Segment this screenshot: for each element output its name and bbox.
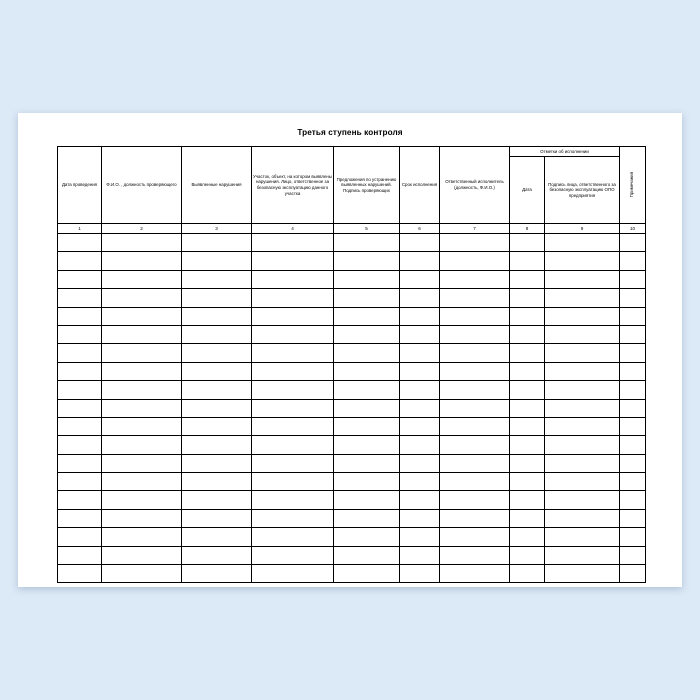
header-inspector-name: Ф.И.О. , должность проверяющего bbox=[102, 147, 182, 224]
table-cell[interactable] bbox=[440, 234, 510, 252]
table-cell[interactable] bbox=[58, 344, 102, 362]
table-cell[interactable] bbox=[400, 325, 440, 343]
table-cell[interactable] bbox=[510, 509, 545, 527]
table-cell[interactable] bbox=[252, 399, 334, 417]
table-cell[interactable] bbox=[510, 234, 545, 252]
table-cell[interactable] bbox=[545, 528, 620, 546]
table-cell[interactable] bbox=[58, 528, 102, 546]
table-cell[interactable] bbox=[510, 546, 545, 564]
table-cell[interactable] bbox=[252, 454, 334, 472]
table-cell[interactable] bbox=[440, 307, 510, 325]
table-cell[interactable] bbox=[545, 491, 620, 509]
table-cell[interactable] bbox=[58, 270, 102, 288]
header-notes bbox=[620, 147, 646, 224]
table-cell[interactable] bbox=[58, 289, 102, 307]
table-cell[interactable] bbox=[58, 546, 102, 564]
table-row bbox=[58, 565, 646, 583]
table-cell[interactable] bbox=[440, 289, 510, 307]
table-cell[interactable] bbox=[510, 362, 545, 380]
table-cell[interactable] bbox=[400, 546, 440, 564]
table-cell[interactable] bbox=[545, 399, 620, 417]
table-row bbox=[58, 325, 646, 343]
table-cell[interactable] bbox=[620, 289, 646, 307]
table-cell[interactable] bbox=[400, 399, 440, 417]
table-cell[interactable] bbox=[102, 509, 182, 527]
table-cell[interactable] bbox=[58, 565, 102, 583]
table-cell[interactable] bbox=[620, 344, 646, 362]
table-cell[interactable] bbox=[400, 344, 440, 362]
table-body bbox=[58, 234, 646, 583]
table-cell[interactable] bbox=[182, 491, 252, 509]
table-column-numbers-row bbox=[58, 224, 646, 234]
table-row bbox=[58, 491, 646, 509]
table-cell[interactable] bbox=[334, 362, 400, 380]
table-cell[interactable] bbox=[182, 325, 252, 343]
table-cell[interactable] bbox=[58, 252, 102, 270]
table-cell[interactable] bbox=[252, 491, 334, 509]
table-cell[interactable] bbox=[102, 307, 182, 325]
table-cell[interactable] bbox=[182, 473, 252, 491]
table-cell[interactable] bbox=[545, 289, 620, 307]
table-cell[interactable] bbox=[510, 307, 545, 325]
table-cell[interactable] bbox=[182, 509, 252, 527]
table-cell[interactable] bbox=[400, 270, 440, 288]
table-cell[interactable] bbox=[252, 234, 334, 252]
table-cell[interactable] bbox=[620, 381, 646, 399]
table-cell[interactable] bbox=[620, 546, 646, 564]
table-cell[interactable] bbox=[102, 234, 182, 252]
table-cell[interactable] bbox=[440, 325, 510, 343]
table-cell[interactable] bbox=[400, 417, 440, 435]
table-cell[interactable] bbox=[334, 417, 400, 435]
table-cell[interactable] bbox=[182, 436, 252, 454]
table-row bbox=[58, 417, 646, 435]
table-cell[interactable] bbox=[252, 325, 334, 343]
table-cell[interactable] bbox=[620, 362, 646, 380]
table-cell[interactable] bbox=[545, 270, 620, 288]
table-cell[interactable] bbox=[334, 344, 400, 362]
table-row bbox=[58, 270, 646, 288]
table-cell[interactable] bbox=[620, 509, 646, 527]
table-cell[interactable] bbox=[440, 362, 510, 380]
table-cell[interactable] bbox=[252, 307, 334, 325]
table-cell[interactable] bbox=[545, 252, 620, 270]
table-cell[interactable] bbox=[102, 491, 182, 509]
table-cell[interactable] bbox=[102, 565, 182, 583]
table-cell[interactable] bbox=[58, 362, 102, 380]
table-cell[interactable] bbox=[102, 381, 182, 399]
table-cell[interactable] bbox=[510, 270, 545, 288]
table-cell[interactable] bbox=[620, 473, 646, 491]
table-cell[interactable] bbox=[182, 454, 252, 472]
table-cell[interactable] bbox=[400, 289, 440, 307]
table-cell[interactable] bbox=[102, 362, 182, 380]
table-cell[interactable] bbox=[440, 491, 510, 509]
table-cell[interactable] bbox=[58, 381, 102, 399]
table-cell[interactable] bbox=[252, 436, 334, 454]
table-cell[interactable] bbox=[182, 307, 252, 325]
table-cell[interactable] bbox=[334, 509, 400, 527]
table-cell[interactable] bbox=[510, 565, 545, 583]
table-cell[interactable] bbox=[334, 546, 400, 564]
table-cell[interactable] bbox=[400, 454, 440, 472]
table-cell[interactable] bbox=[545, 234, 620, 252]
table-cell[interactable] bbox=[510, 491, 545, 509]
table-cell[interactable] bbox=[510, 417, 545, 435]
table-header bbox=[58, 147, 646, 234]
table-cell[interactable] bbox=[510, 289, 545, 307]
table-row bbox=[58, 381, 646, 399]
col-number-9: 9 bbox=[545, 224, 620, 234]
table-cell[interactable] bbox=[440, 436, 510, 454]
table-cell[interactable] bbox=[620, 565, 646, 583]
col-number-10: 10 bbox=[620, 224, 646, 234]
table-cell[interactable] bbox=[620, 454, 646, 472]
table-cell[interactable] bbox=[440, 509, 510, 527]
table-cell[interactable] bbox=[334, 270, 400, 288]
table-cell[interactable] bbox=[102, 399, 182, 417]
col-number-8: 8 bbox=[510, 224, 545, 234]
table-row bbox=[58, 362, 646, 380]
table-cell[interactable] bbox=[252, 362, 334, 380]
table-cell[interactable] bbox=[400, 491, 440, 509]
table-cell[interactable] bbox=[440, 381, 510, 399]
header-deadline: Срок исполнения bbox=[400, 147, 440, 224]
table-cell[interactable] bbox=[334, 289, 400, 307]
table-cell[interactable] bbox=[334, 381, 400, 399]
table-cell[interactable] bbox=[102, 528, 182, 546]
table-row bbox=[58, 454, 646, 472]
table-cell[interactable] bbox=[510, 436, 545, 454]
table-cell[interactable] bbox=[440, 252, 510, 270]
table-cell[interactable] bbox=[252, 252, 334, 270]
table-row bbox=[58, 344, 646, 362]
table-cell[interactable] bbox=[620, 325, 646, 343]
table-cell[interactable] bbox=[58, 436, 102, 454]
header-notes-label: Примечания bbox=[629, 172, 635, 198]
table-cell[interactable] bbox=[334, 399, 400, 417]
table-cell[interactable] bbox=[334, 325, 400, 343]
table-row bbox=[58, 509, 646, 527]
table-row bbox=[58, 436, 646, 454]
table-cell[interactable] bbox=[620, 436, 646, 454]
table-row bbox=[58, 252, 646, 270]
table-cell[interactable] bbox=[440, 270, 510, 288]
table-cell[interactable] bbox=[182, 234, 252, 252]
table-cell[interactable] bbox=[620, 399, 646, 417]
table-cell[interactable] bbox=[334, 454, 400, 472]
table-cell[interactable] bbox=[334, 307, 400, 325]
header-date-of-inspection: Дата проведения bbox=[58, 147, 102, 224]
table-cell[interactable] bbox=[182, 399, 252, 417]
table-cell[interactable] bbox=[182, 565, 252, 583]
table-row bbox=[58, 473, 646, 491]
table-cell[interactable] bbox=[440, 417, 510, 435]
table-row bbox=[58, 546, 646, 564]
table-cell[interactable] bbox=[58, 325, 102, 343]
table-cell[interactable] bbox=[510, 473, 545, 491]
table-cell[interactable] bbox=[545, 307, 620, 325]
table-cell[interactable] bbox=[182, 417, 252, 435]
table-cell[interactable] bbox=[182, 270, 252, 288]
table-cell[interactable] bbox=[545, 436, 620, 454]
table-cell[interactable] bbox=[510, 454, 545, 472]
table-cell[interactable] bbox=[400, 381, 440, 399]
table-cell[interactable] bbox=[252, 270, 334, 288]
table-cell[interactable] bbox=[182, 362, 252, 380]
table-cell[interactable] bbox=[182, 546, 252, 564]
table-cell[interactable] bbox=[102, 473, 182, 491]
table-cell[interactable] bbox=[334, 252, 400, 270]
table-cell[interactable] bbox=[440, 473, 510, 491]
table-cell[interactable] bbox=[440, 399, 510, 417]
table-cell[interactable] bbox=[58, 473, 102, 491]
table-cell[interactable] bbox=[620, 417, 646, 435]
table-cell[interactable] bbox=[252, 417, 334, 435]
table-cell[interactable] bbox=[440, 528, 510, 546]
table-cell[interactable] bbox=[400, 565, 440, 583]
table-cell[interactable] bbox=[334, 234, 400, 252]
table-cell[interactable] bbox=[400, 436, 440, 454]
table-cell[interactable] bbox=[510, 528, 545, 546]
table-cell[interactable] bbox=[440, 454, 510, 472]
header-proposals: Предложения по устранению выявленных нарушений. Подпись проверяющих bbox=[334, 147, 400, 224]
header-violations: Выявленные нарушения bbox=[182, 147, 252, 224]
table-cell[interactable] bbox=[400, 234, 440, 252]
col-number-4: 4 bbox=[252, 224, 334, 234]
header-execution-date: Дата bbox=[510, 157, 545, 224]
table-cell[interactable] bbox=[545, 381, 620, 399]
table-cell[interactable] bbox=[510, 344, 545, 362]
page-title: Третья ступень контроля bbox=[297, 128, 403, 137]
header-site-object: Участок, объект, на котором выявлены нарушения. Лицо, ответственное за безопасную эксплуатацию данного участка bbox=[252, 147, 334, 224]
control-table-container bbox=[57, 146, 645, 583]
col-number-3: 3 bbox=[182, 224, 252, 234]
table-cell[interactable] bbox=[102, 436, 182, 454]
table-cell[interactable] bbox=[252, 546, 334, 564]
col-number-2: 2 bbox=[102, 224, 182, 234]
table-cell[interactable] bbox=[58, 417, 102, 435]
table-cell[interactable] bbox=[334, 528, 400, 546]
table-row bbox=[58, 307, 646, 325]
table-cell[interactable] bbox=[400, 252, 440, 270]
table-cell[interactable] bbox=[545, 362, 620, 380]
table-cell[interactable] bbox=[400, 528, 440, 546]
table-cell[interactable] bbox=[102, 252, 182, 270]
table-cell[interactable] bbox=[510, 399, 545, 417]
table-cell[interactable] bbox=[58, 399, 102, 417]
table-cell[interactable] bbox=[182, 381, 252, 399]
table-cell[interactable] bbox=[440, 546, 510, 564]
table-cell[interactable] bbox=[252, 509, 334, 527]
table-cell[interactable] bbox=[182, 528, 252, 546]
table-cell[interactable] bbox=[252, 381, 334, 399]
table-group-header-row bbox=[58, 147, 646, 157]
table-cell[interactable] bbox=[510, 325, 545, 343]
table-cell[interactable] bbox=[252, 473, 334, 491]
table-cell[interactable] bbox=[440, 344, 510, 362]
table-cell[interactable] bbox=[102, 417, 182, 435]
table-cell[interactable] bbox=[58, 491, 102, 509]
table-cell[interactable] bbox=[102, 289, 182, 307]
table-cell[interactable] bbox=[545, 509, 620, 527]
table-cell[interactable] bbox=[545, 417, 620, 435]
table-cell[interactable] bbox=[102, 270, 182, 288]
table-cell[interactable] bbox=[510, 252, 545, 270]
table-cell[interactable] bbox=[400, 362, 440, 380]
table-cell[interactable] bbox=[440, 565, 510, 583]
table-cell[interactable] bbox=[102, 546, 182, 564]
header-responsible-signature: Подпись лица, ответственного за безопасную эксплуатацию ОПО предприятия bbox=[545, 157, 620, 224]
table-row bbox=[58, 289, 646, 307]
table-cell[interactable] bbox=[620, 252, 646, 270]
header-responsible-executor: Ответственный исполнитель (должность, Ф.И.О.) bbox=[440, 147, 510, 224]
table-cell[interactable] bbox=[182, 344, 252, 362]
table-cell[interactable] bbox=[334, 436, 400, 454]
header-execution-marks-group: Отметки об исполнении bbox=[510, 147, 620, 157]
document-page bbox=[18, 113, 682, 587]
table-cell[interactable] bbox=[545, 546, 620, 564]
table-cell[interactable] bbox=[334, 565, 400, 583]
table-cell[interactable] bbox=[545, 344, 620, 362]
table-cell[interactable] bbox=[334, 491, 400, 509]
table-cell[interactable] bbox=[182, 252, 252, 270]
table-cell[interactable] bbox=[545, 454, 620, 472]
table-cell[interactable] bbox=[400, 509, 440, 527]
table-cell[interactable] bbox=[545, 325, 620, 343]
col-number-6: 6 bbox=[400, 224, 440, 234]
col-number-5: 5 bbox=[334, 224, 400, 234]
table-row bbox=[58, 399, 646, 417]
table-row bbox=[58, 528, 646, 546]
table-cell[interactable] bbox=[252, 528, 334, 546]
table-cell[interactable] bbox=[620, 307, 646, 325]
table-cell[interactable] bbox=[58, 234, 102, 252]
table-cell[interactable] bbox=[400, 473, 440, 491]
table-row bbox=[58, 234, 646, 252]
control-table bbox=[57, 146, 646, 583]
table-cell[interactable] bbox=[252, 565, 334, 583]
col-number-1: 1 bbox=[58, 224, 102, 234]
table-cell[interactable] bbox=[620, 234, 646, 252]
table-cell[interactable] bbox=[102, 454, 182, 472]
table-cell[interactable] bbox=[58, 307, 102, 325]
table-cell[interactable] bbox=[252, 344, 334, 362]
table-cell[interactable] bbox=[400, 307, 440, 325]
table-cell[interactable] bbox=[620, 491, 646, 509]
table-cell[interactable] bbox=[334, 473, 400, 491]
table-cell[interactable] bbox=[58, 509, 102, 527]
table-cell[interactable] bbox=[252, 289, 334, 307]
table-cell[interactable] bbox=[620, 528, 646, 546]
table-cell[interactable] bbox=[620, 270, 646, 288]
table-cell[interactable] bbox=[182, 289, 252, 307]
table-cell[interactable] bbox=[102, 325, 182, 343]
table-cell[interactable] bbox=[545, 565, 620, 583]
table-cell[interactable] bbox=[58, 454, 102, 472]
col-number-7: 7 bbox=[440, 224, 510, 234]
table-cell[interactable] bbox=[545, 473, 620, 491]
table-cell[interactable] bbox=[102, 344, 182, 362]
table-cell[interactable] bbox=[510, 381, 545, 399]
